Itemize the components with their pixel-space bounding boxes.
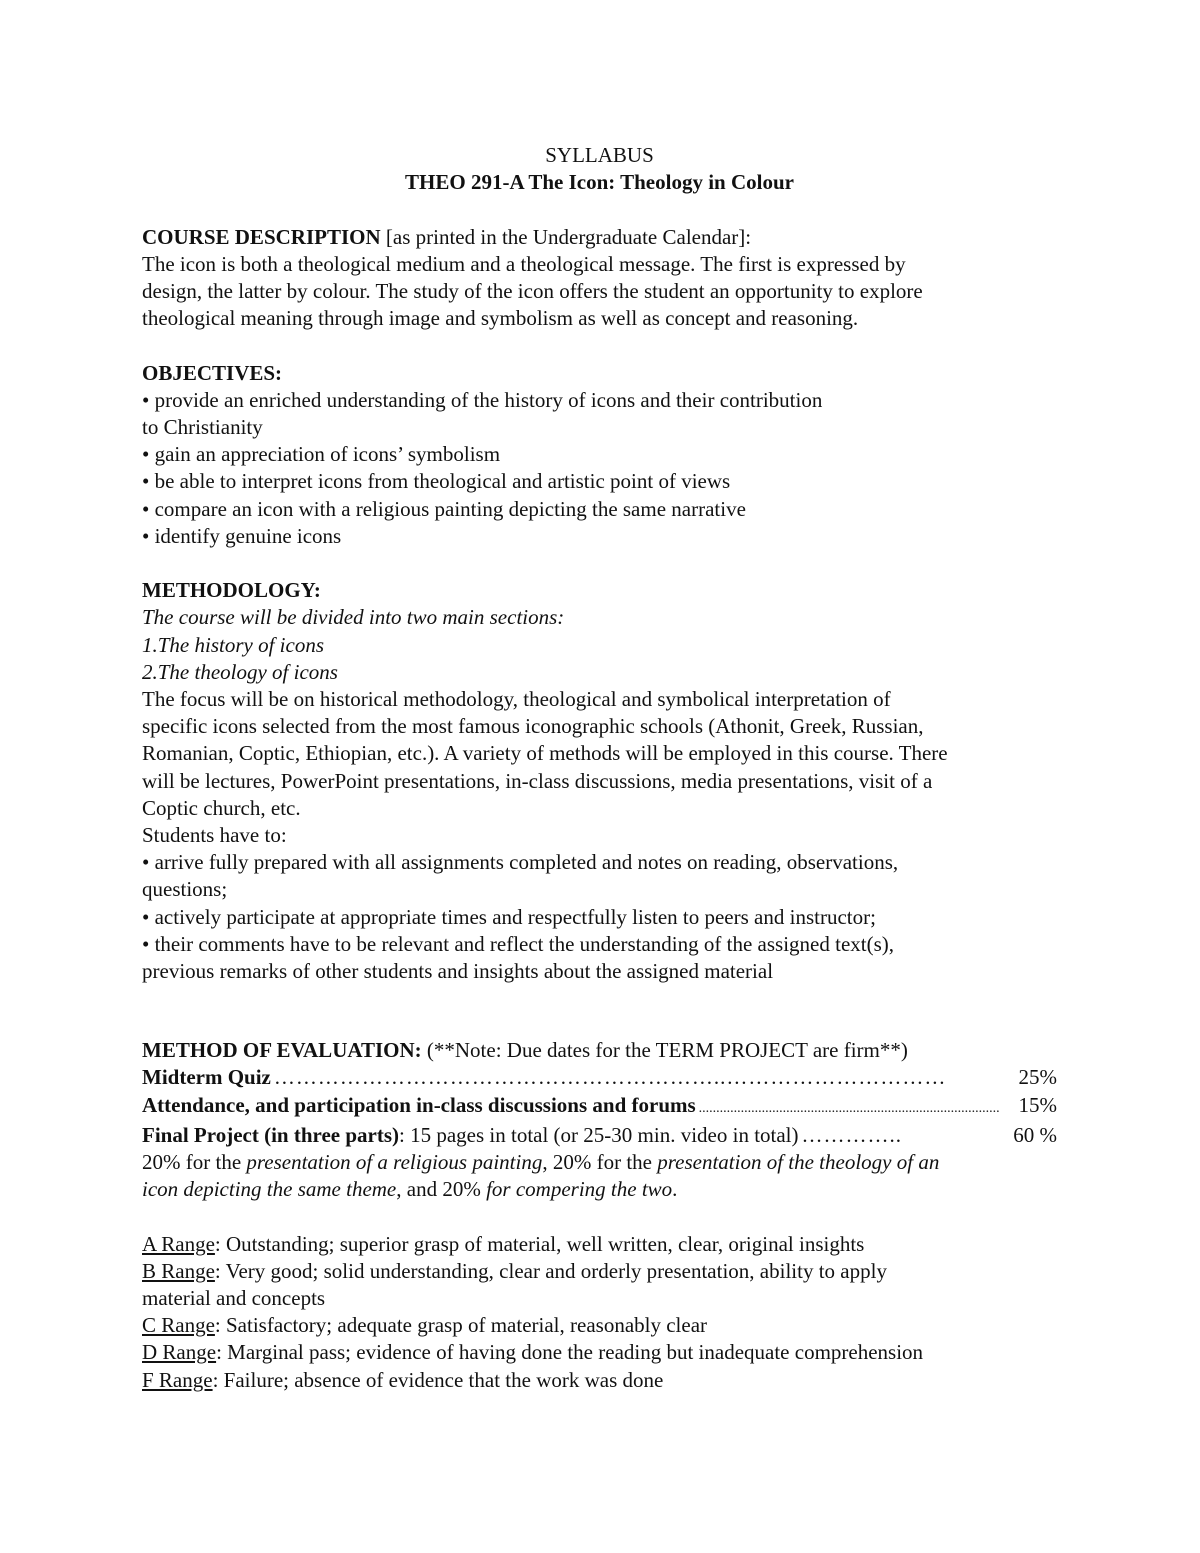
course-title: THEO 291-A The Icon: Theology in Colour [405, 170, 794, 195]
evaluation-item-final-project [142, 1122, 1057, 1149]
evaluation-item-detail: : 15 pages in total (or 25-30 min. video in total) [399, 1122, 799, 1147]
syllabus-page [142, 142, 1057, 1394]
objectives-heading: OBJECTIVES: [142, 360, 283, 385]
evaluation-item-weight: 15% [1018, 1092, 1057, 1117]
objective-line: • identify genuine icons [142, 523, 342, 548]
methodology-line: The focus will be on historical methodology, theological and symbolical interpretation of [142, 687, 891, 712]
methodology-line: previous remarks of other students and insights about the assigned material [142, 959, 774, 984]
methodology-line: • their comments have to be relevant and reflect the understanding of the assigned text(s), [142, 931, 895, 956]
evaluation-item-midterm [142, 1064, 1057, 1091]
objective-line: • compare an icon with a religious painting depicting the same narrative [142, 496, 746, 521]
final-project-breakdown-line [142, 1149, 1057, 1176]
evaluation-heading: METHOD OF EVALUATION: [142, 1038, 422, 1063]
grade-range-description: : Marginal pass; evidence of having done the reading but inadequate comprehension [216, 1340, 924, 1365]
objective-line: to Christianity [142, 415, 263, 439]
grade-range-label: D Range [142, 1340, 217, 1365]
grade-b [142, 1258, 1057, 1285]
grade-range-description: : Satisfactory; adequate grasp of material, reasonably clear [214, 1313, 708, 1338]
leader-dots: ...................................................................................... [698, 1100, 1000, 1116]
grade-d [142, 1339, 1057, 1366]
description-line: design, the latter by colour. The study of the icon offers the student an opportunity to explore [142, 279, 923, 303]
objective-line: • gain an appreciation of icons’ symbolism [142, 442, 501, 467]
final-project-breakdown-line [142, 1176, 1057, 1203]
grade-range-label: A Range [142, 1231, 215, 1256]
breakdown-italic: icon depicting the same theme [142, 1177, 397, 1202]
evaluation-item-weight: 25% [1018, 1065, 1057, 1090]
grade-a [142, 1231, 1057, 1258]
objective-line: • provide an enriched understanding of the history of icons and their contribution [142, 387, 823, 412]
methodology-line: specific icons selected from the most famous iconographic schools (Athonit, Greek, Russian, [142, 714, 924, 739]
grade-range-description: : Failure; absence of evidence that the work was done [212, 1367, 664, 1392]
grade-range-label: C Range [142, 1313, 215, 1338]
grade-range-description: : Outstanding; superior grasp of material, well written, clear, original insights [214, 1231, 865, 1256]
evaluation-item-attendance [142, 1092, 1057, 1122]
objective-line: • be able to interpret icons from theological and artistic point of views [142, 469, 731, 494]
grade-b-continued: material and concepts [142, 1286, 326, 1311]
grade-range-label: B Range [142, 1258, 215, 1283]
methodology-italic-line: The course will be divided into two main sections: [142, 605, 565, 630]
methodology-line: Coptic church, etc. [142, 795, 301, 820]
evaluation-item-label: Final Project (in three parts) [142, 1122, 399, 1147]
course-description-note: [as printed in the Undergraduate Calendar]: [380, 224, 752, 249]
evaluation-item-label: Attendance, and participation in-class discussions and forums [142, 1092, 696, 1117]
evaluation-note: (**Note: Due dates for the TERM PROJECT are firm**) [421, 1038, 908, 1063]
grade-f [142, 1367, 1057, 1394]
description-line: The icon is both a theological medium and a theological message. The first is expressed by [142, 251, 906, 276]
evaluation-item-label: Midterm Quiz [142, 1065, 271, 1090]
course-description-heading: COURSE DESCRIPTION [142, 224, 381, 249]
leader-dots: ………….. [801, 1122, 903, 1147]
breakdown-text: 20% for the [142, 1150, 247, 1175]
course-description-heading-line [142, 224, 1057, 251]
syllabus-title: SYLLABUS [545, 143, 654, 167]
grade-range-description: : Very good; solid understanding, clear and orderly presentation, ability to apply [214, 1258, 887, 1283]
methodology-heading: METHODOLOGY: [142, 578, 321, 603]
methodology-italic-line: 2.The theology of icons [142, 659, 338, 684]
evaluation-item-weight: 60 % [1013, 1122, 1057, 1147]
grade-c [142, 1312, 1057, 1339]
breakdown-text: . [672, 1177, 678, 1202]
methodology-line: • arrive fully prepared with all assignments completed and notes on reading, observations, [142, 850, 899, 875]
breakdown-text: , 20% for the [542, 1150, 658, 1175]
evaluation-heading-line [142, 1037, 1057, 1064]
breakdown-italic: for compering the two [486, 1177, 673, 1202]
grade-range-label: F Range [142, 1367, 213, 1392]
breakdown-italic: presentation of a religious painting [246, 1150, 543, 1175]
methodology-line: Students have to: [142, 823, 287, 848]
breakdown-italic: presentation of the theology of an [657, 1150, 940, 1175]
methodology-line: will be lectures, PowerPoint presentations, in-class discussions, media presentations, visit of a [142, 768, 933, 793]
methodology-line: • actively participate at appropriate times and respectfully listen to peers and instructor; [142, 904, 876, 929]
breakdown-text: , and 20% [396, 1177, 487, 1202]
leader-dots: ……………………………………………………..………………………… [273, 1065, 947, 1090]
methodology-line: questions; [142, 877, 228, 902]
description-line: theological meaning through image and symbolism as well as concept and reasoning. [142, 306, 859, 331]
methodology-line: Romanian, Coptic, Ethiopian, etc.). A variety of methods will be employed in this course. There [142, 741, 948, 766]
methodology-italic-line: 1.The history of icons [142, 632, 324, 657]
